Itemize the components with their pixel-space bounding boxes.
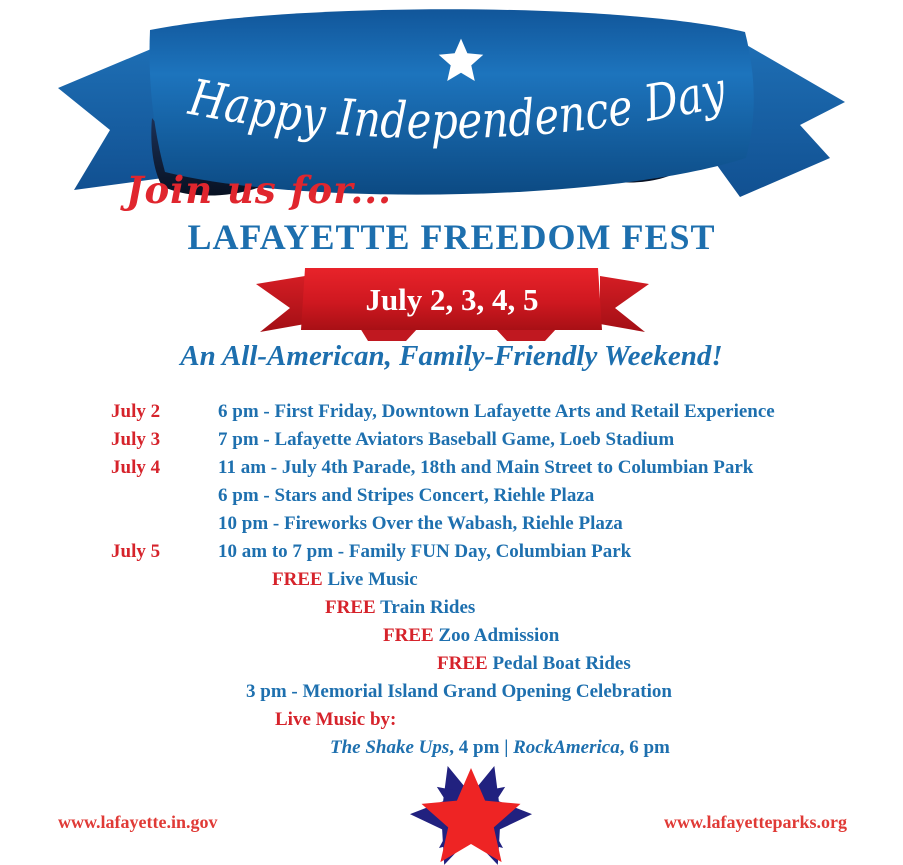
band-time: , 6 pm [619, 737, 670, 758]
schedule-date: July 4 [111, 457, 161, 478]
schedule-date: July 2 [111, 401, 161, 422]
schedule-event: 11 am - July 4th Parade, 18th and Main Street to Columbian Park [218, 457, 754, 478]
free-item [437, 650, 631, 678]
schedule-row [111, 538, 775, 566]
schedule-row [111, 426, 775, 454]
fest-title: LAFAYETTE FREEDOM FEST [187, 217, 716, 257]
schedule-event: 6 pm - Stars and Stripes Concert, Riehle Plaza [218, 485, 595, 506]
banner-title: Happy Independence Day [184, 59, 736, 151]
free-label: FREE [325, 597, 376, 618]
dates-text: July 2, 3, 4, 5 [365, 282, 539, 317]
band-time: , 4 pm | [449, 737, 514, 758]
schedule-row [111, 454, 775, 482]
bottom-stars-graphic [396, 764, 546, 865]
schedule-row [111, 482, 775, 510]
schedule-event: 6 pm - First Friday, Downtown Lafayette Arts and Retail Experience [218, 401, 775, 422]
dates-ribbon-left-wing [256, 276, 305, 332]
schedule-event: 7 pm - Lafayette Aviators Baseball Game, Loeb Stadium [218, 429, 675, 450]
schedule-event: 10 pm - Fireworks Over the Wabash, Riehle Plaza [218, 513, 623, 534]
free-text: Train Rides [380, 597, 476, 618]
memorial-island-line: 3 pm - Memorial Island Grand Opening Celebration [246, 681, 672, 702]
schedule-row [111, 398, 775, 426]
free-label: FREE [383, 625, 434, 646]
dates-ribbon-right-wing [600, 276, 649, 332]
free-item [383, 622, 559, 650]
tagline: An All-American, Family-Friendly Weekend! [180, 340, 723, 372]
free-label: FREE [272, 569, 323, 590]
live-music-by-label: Live Music by: [275, 709, 397, 730]
band-name: The Shake Ups [330, 737, 450, 758]
red-star-icon [422, 768, 521, 862]
join-us-text: Join us for... [126, 168, 392, 212]
free-item [325, 594, 475, 622]
band-name: RockAmerica [513, 737, 620, 758]
city-website-url: www.lafayette.in.gov [58, 812, 218, 832]
schedule-date: July 3 [111, 429, 161, 450]
schedule-date: July 5 [111, 541, 161, 562]
free-text: Zoo Admission [438, 625, 560, 646]
dates-ribbon [248, 262, 658, 348]
free-text: Live Music [327, 569, 418, 590]
free-label: FREE [437, 653, 488, 674]
schedule-list [111, 398, 775, 566]
parks-website-url: www.lafayetteparks.org [664, 812, 847, 832]
schedule-event: 10 am to 7 pm - Family FUN Day, Columbian Park [218, 541, 632, 562]
bands-line [330, 734, 670, 762]
free-item [272, 566, 418, 594]
free-text: Pedal Boat Rides [492, 653, 631, 674]
schedule-row [111, 510, 775, 538]
